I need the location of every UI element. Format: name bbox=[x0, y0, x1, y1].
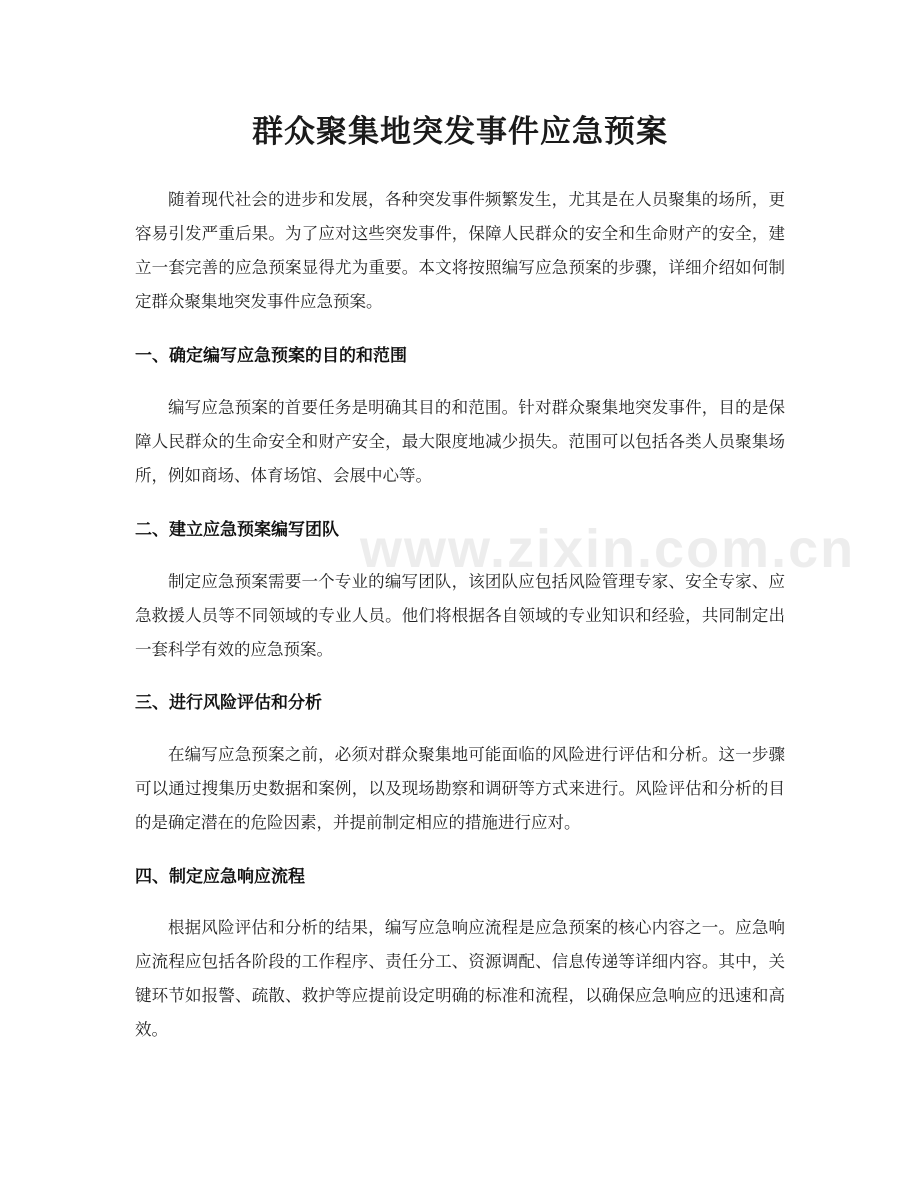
section-heading-2: 二、建立应急预案编写团队 bbox=[135, 520, 339, 540]
document-title: 群众聚集地突发事件应急预案 bbox=[252, 114, 668, 150]
section-heading-1: 一、确定编写应急预案的目的和范围 bbox=[135, 346, 407, 366]
section-body-3: 在编写应急预案之前，必须对群众聚集地可能面临的风险进行评估和分析。这一步骤可以通过搜集历史数据和案例，以及现场勘察和调研等方式来进行。风险评估和分析的目的是确定潜在的危险因素，并提前制定相应的措施进行应对。 bbox=[135, 745, 785, 832]
section-body-1: 编写应急预案的首要任务是明确其目的和范围。针对群众聚集地突发事件，目的是保障人民群众的生命安全和财产安全，最大限度地减少损失。范围可以包括各类人员聚集场所，例如商场、体育场馆、会展中心等。 bbox=[135, 398, 785, 485]
section-body-4: 根据风险评估和分析的结果，编写应急响应流程是应急预案的核心内容之一。应急响应流程应包括各阶段的工作程序、责任分工、资源调配、信息传递等详细内容。其中，关键环节如报警、疏散、救护等应提前设定明确的标准和流程，以确保应急响应的迅速和高效。 bbox=[135, 918, 785, 1039]
section-body-2: 制定应急预案需要一个专业的编写团队，该团队应包括风险管理专家、安全专家、应急救援人员等不同领域的专业人员。他们将根据各自领域的专业知识和经验，共同制定出一套科学有效的应急预案。 bbox=[135, 572, 785, 659]
section-heading-3: 三、进行风险评估和分析 bbox=[135, 693, 322, 713]
intro-paragraph: 随着现代社会的进步和发展，各种突发事件频繁发生，尤其是在人员聚集的场所，更容易引发严重后果。为了应对这些突发事件，保障人民群众的安全和生命财产的安全，建立一套完善的应急预案显得尤为重要。本文将按照编写应急预案的步骤，详细介绍如何制定群众聚集地突发事件应急预案。 bbox=[135, 190, 785, 311]
section-heading-4: 四、制定应急响应流程 bbox=[135, 867, 305, 887]
watermark: www.zixin.com.cn bbox=[360, 519, 856, 579]
